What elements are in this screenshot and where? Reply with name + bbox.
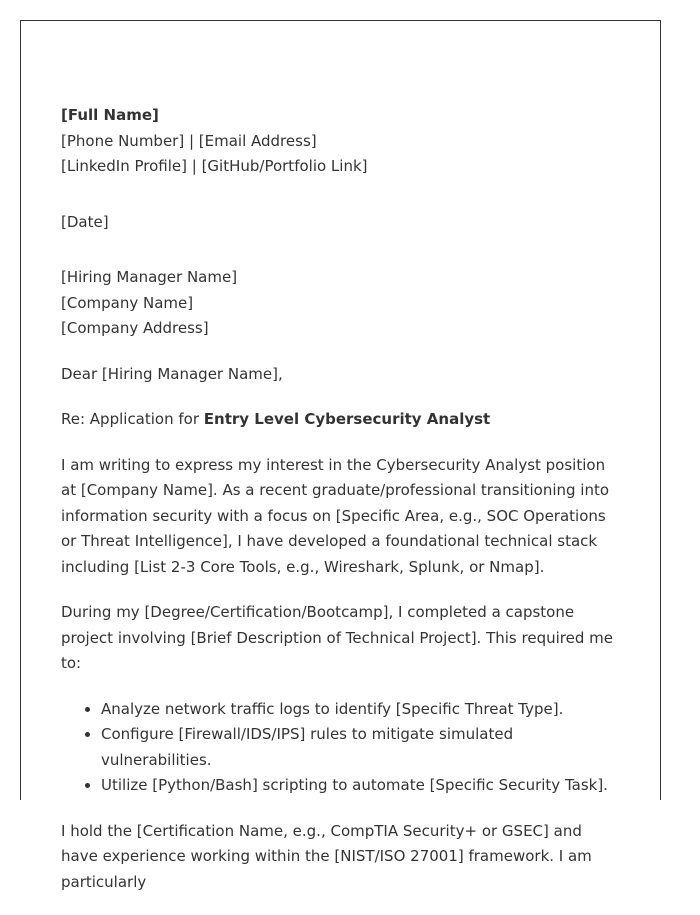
skills-list: [61, 697, 621, 799]
recipient-manager: [Hiring Manager Name]: [61, 268, 238, 286]
list-item: • Configure [Firewall/IDS/IPS] rules to mitigate simulated vulnerabilities.: [101, 722, 621, 773]
list-item: • Analyze network traffic logs to identify [Specific Threat Type].: [101, 697, 621, 723]
contact-line-linkedin-github: [LinkedIn Profile] | [GitHub/Portfolio Link]: [61, 157, 368, 175]
recipient-company: [Company Name]: [61, 293, 194, 312]
contact-line-phone-email: [Phone Number] | [Email Address]: [61, 131, 317, 150]
recipient-address: [Company Address]: [61, 319, 209, 337]
body-paragraph-2: During my [Degree/Certification/Bootcamp], I completed a capstone project involving [Brief Description of Technical Project]. This required me to:: [61, 603, 613, 672]
body-paragraph-3: I hold the [Certification Name, e.g., CompTIA Security+ or GSEC] and have experience working within the [NIST/ISO 27001] framework. I am particularly: [61, 821, 592, 891]
salutation: Dear [Hiring Manager Name],: [61, 364, 283, 383]
full-name: [Full Name]: [61, 106, 159, 124]
letter-date: [Date]: [61, 212, 109, 231]
subject-position: Entry Level Cybersecurity Analyst: [203, 410, 491, 428]
body-paragraph-1: I am writing to express my interest in the Cybersecurity Analyst position at [Company Name]. As a recent graduate/professional transitioning into information security with a focus on [Specific Area, e.g., SOC Operations or Threat Intelligence], I have developed a foundational technical stack including [List 2-3 Core Tools, e.g., Wireshark, Splunk, or Nmap].: [61, 455, 610, 576]
document-page: [20, 20, 661, 891]
list-item: • Utilize [Python/Bash] scripting to automate [Specific Security Task].: [101, 773, 621, 799]
subject-line: [61, 407, 621, 433]
subject-prefix: Re: Application for: [61, 410, 204, 428]
cover-letter: [61, 103, 621, 915]
